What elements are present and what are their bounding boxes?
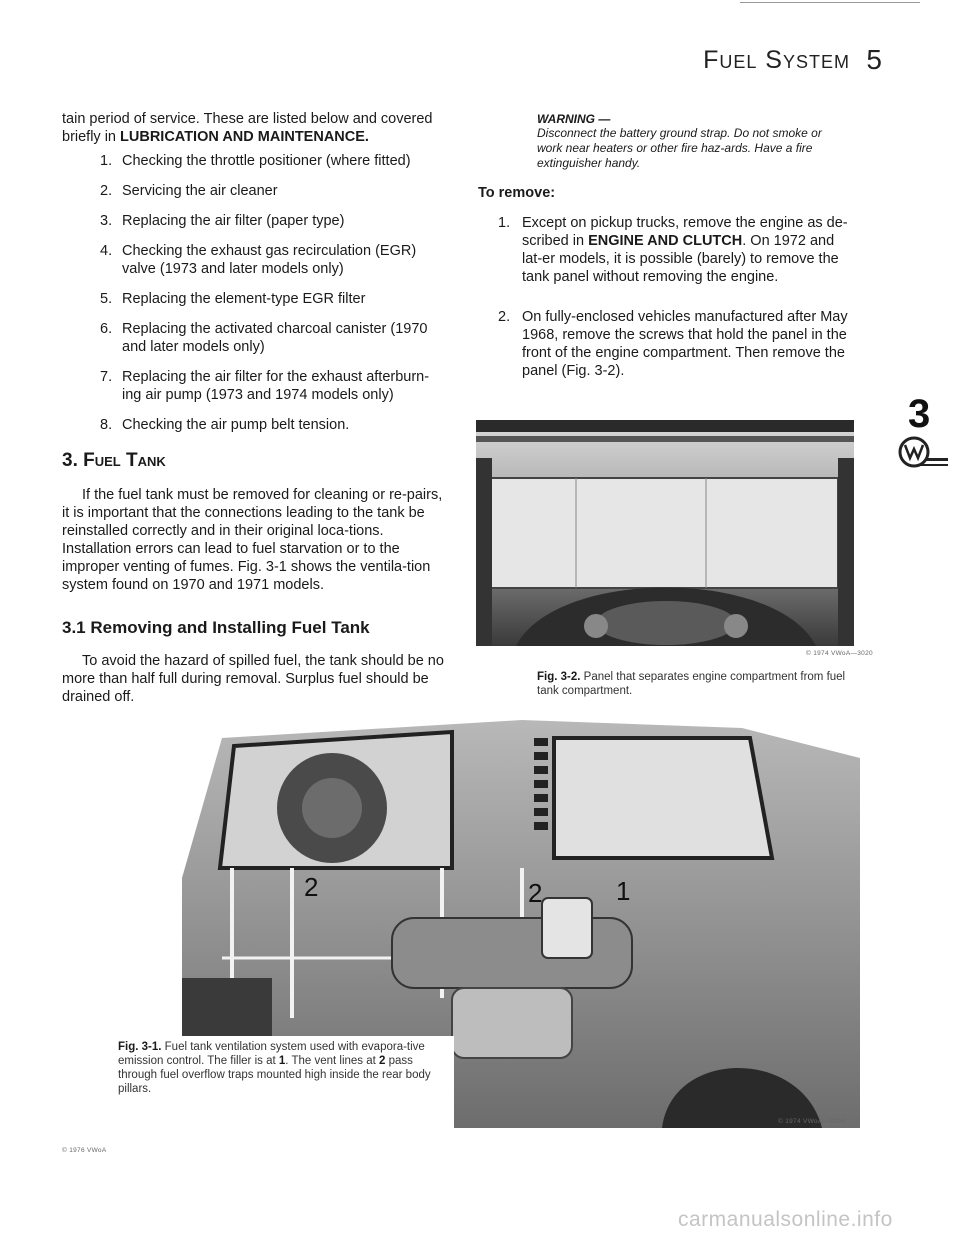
list-text: Replacing the element-type EGR filter: [122, 291, 366, 307]
intro-text: tain period of service. These are listed below and covered briefly in: [62, 111, 433, 145]
list-text: Checking the throttle positioner (where fitted): [122, 153, 411, 169]
maintenance-list: [100, 152, 448, 446]
fig2-credit: © 1974 VWoA—3020: [806, 650, 873, 657]
page-number: 5: [866, 44, 882, 75]
list-text: Servicing the air cleaner: [122, 183, 278, 199]
chapter-tab-number: 3: [908, 392, 931, 436]
list-text: Checking the air pump belt tension.: [122, 417, 350, 433]
fig1-caption: [118, 1040, 448, 1096]
list-number: 1.: [100, 153, 113, 169]
list-text: Replacing the air filter for the exhaust afterburn-ing air pump (1973 and 1974 models only): [122, 369, 430, 403]
step-text: On fully-enclosed vehicles manufactured after May 1968, remove the screws that hold the panel in the front of the engine compartment. Then remove the panel (Fig. 3-2).: [522, 309, 848, 379]
engine-compartment-photo: [476, 398, 854, 646]
step-item: [498, 308, 852, 380]
intro-bold-ref: LUBRICATION AND MAINTENANCE.: [120, 129, 369, 145]
intro-paragraph: [62, 110, 448, 146]
list-item: [100, 182, 448, 200]
engine-compartment-illustration: [476, 398, 854, 646]
list-item: [100, 290, 448, 308]
list-text: Replacing the air filter (paper type): [122, 213, 345, 229]
list-item: [100, 368, 448, 404]
list-text: Checking the exhaust gas recirculation (EGR) valve (1973 and later models only): [122, 243, 417, 277]
vw-logo-icon: [898, 436, 950, 472]
to-remove-heading: To remove:: [478, 185, 556, 201]
list-item: [100, 152, 448, 170]
list-number: 5.: [100, 291, 113, 307]
fig1-caption-text-2: . The vent lines at: [285, 1055, 380, 1067]
warning-text: Disconnect the battery ground strap. Do not smoke or work near heaters or other fire haz-ards. Have a fire extinguisher handy.: [537, 126, 822, 170]
list-item: [100, 212, 448, 230]
warning-box: [537, 112, 847, 171]
list-number: 3.: [100, 213, 113, 229]
watermark-text: carmanualsonline.info: [678, 1208, 893, 1231]
step-text-cont: . On 1972 and lat-er models, it is possible (barely) to remove the tank panel without removing the engine.: [522, 233, 839, 285]
fig1-credit: © 1974 VWoA—3254: [778, 1118, 845, 1125]
list-number: 7.: [100, 369, 113, 385]
warning-title: WARNING —: [537, 112, 611, 126]
list-item: [100, 416, 448, 434]
list-number: 2.: [100, 183, 113, 199]
fig1-label: Fig. 3-1.: [118, 1041, 162, 1053]
fig2-label: Fig. 3-2.: [537, 671, 581, 683]
fig2-caption-text: Panel that separates engine compartment from fuel tank compartment.: [537, 671, 846, 697]
fig1-bold-1: 1: [278, 1055, 286, 1067]
fig1-caption-text-3: pass through fuel overflow traps mounted high inside the rear body pillars.: [118, 1055, 431, 1095]
subsection-paragraph: To avoid the hazard of spilled fuel, the tank should be no more than half full during removal. Surplus fuel should be drained off.: [62, 653, 444, 705]
list-item: [100, 320, 448, 356]
fig1-caption-text: Fuel tank ventilation system used with evapora-tive emission control. The filler is at: [118, 1041, 425, 1067]
top-rule: [740, 2, 920, 3]
fig1-bold-2: 2: [379, 1055, 386, 1067]
list-number: 8.: [100, 417, 113, 433]
list-text: Replacing the activated charcoal canister (1970 and later models only): [122, 321, 428, 355]
callout-2a: 2: [304, 872, 319, 902]
step-item: [498, 214, 852, 286]
step-bold-ref: ENGINE AND CLUTCH: [588, 233, 743, 249]
step-text: Except on pickup trucks, remove the engine as de-scribed in: [522, 215, 848, 249]
footer-credit: © 1976 VWoA: [62, 1147, 107, 1154]
list-item: [100, 242, 448, 278]
callout-2b: 2: [528, 878, 543, 908]
section-paragraph: If the fuel tank must be removed for cleaning or re-pairs, it is important that the connections leading to the tank be reinstalled correctly and in their original loca-tions. Installation errors can lead to fuel starvation or to the improper venting of fumes. Fig. 3-1 shows the ventila-tion system found on 1970 and 1971 models.: [62, 487, 443, 593]
callout-1: 1: [616, 876, 631, 906]
list-number: 6.: [100, 321, 113, 337]
step-number: 1.: [498, 215, 511, 231]
step-number: 2.: [498, 309, 511, 325]
fig2-caption: [537, 670, 855, 698]
list-number: 4.: [100, 243, 113, 259]
section-title: 3. Fuel Tank: [62, 450, 166, 471]
removal-steps: [498, 214, 852, 396]
subsection-title: 3.1 Removing and Installing Fuel Tank: [62, 618, 370, 637]
running-header: Fuel System: [703, 46, 850, 74]
